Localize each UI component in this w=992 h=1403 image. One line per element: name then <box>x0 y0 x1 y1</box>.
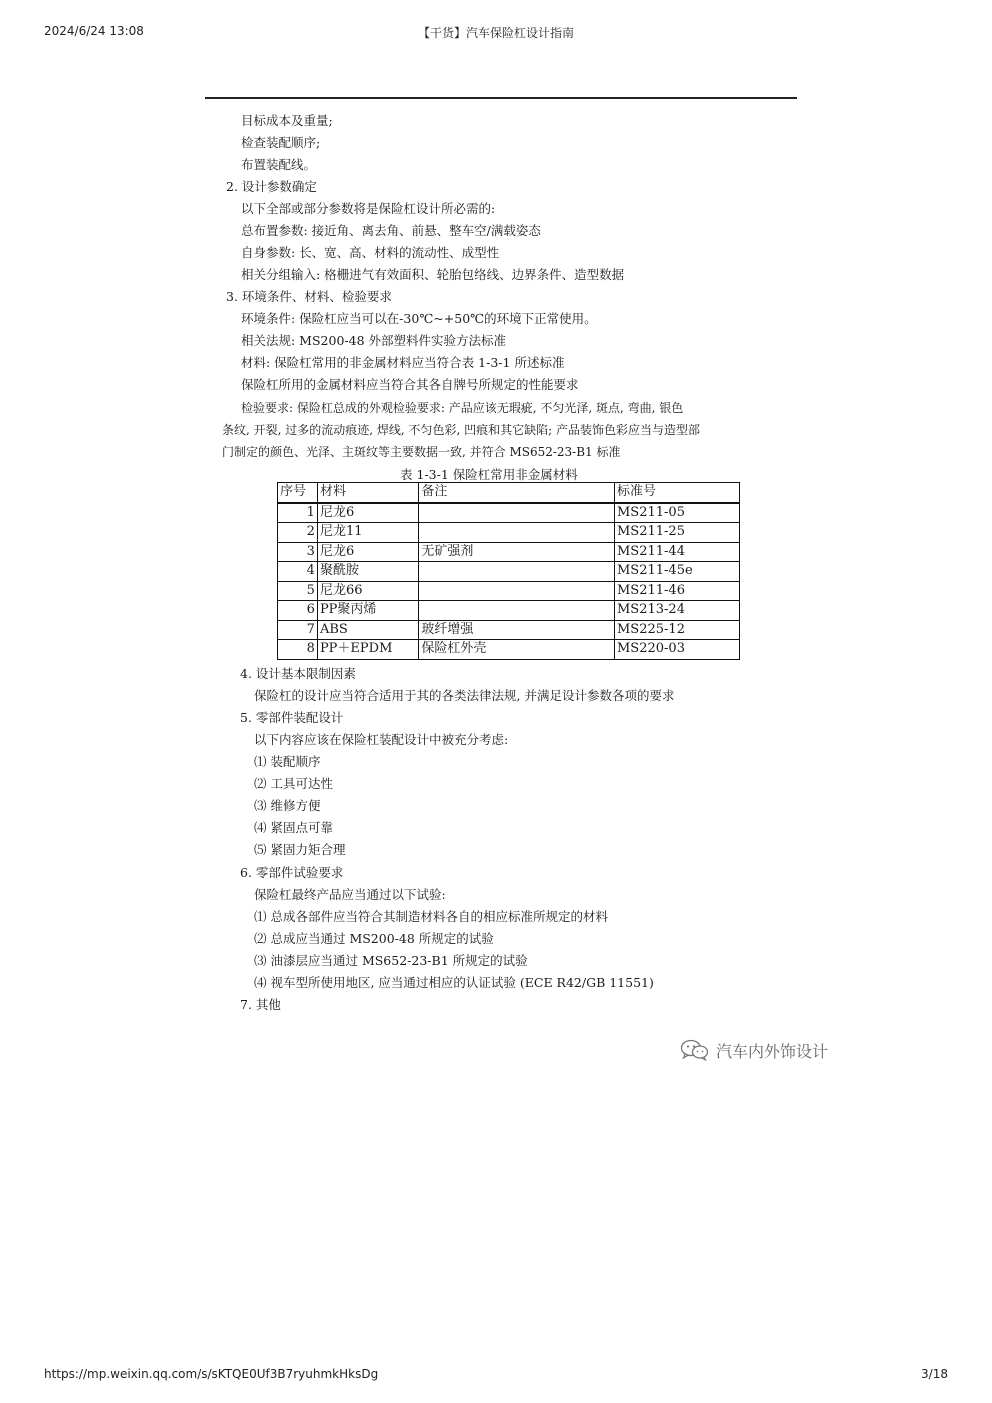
column-header: 材料 <box>317 483 418 503</box>
paragraph-line: 相关法规: MS200-48 外部塑料件实验方法标准 <box>241 333 507 348</box>
paragraph-line: 材料: 保险杠常用的非金属材料应当符合表 1-3-1 所述标准 <box>241 355 565 370</box>
paragraph-line: 自身参数: 长、宽、高、材料的流动性、成型性 <box>241 245 500 260</box>
cell-standard: MS225-12 <box>615 620 740 640</box>
cell-material: 尼龙66 <box>317 581 418 601</box>
cell-no: 5 <box>278 581 318 601</box>
materials-table <box>277 482 740 660</box>
cell-note: 保险杠外壳 <box>419 640 615 660</box>
section-heading: 7. 其他 <box>240 997 281 1012</box>
table-row <box>278 523 740 543</box>
cell-no: 7 <box>278 620 318 640</box>
list-item: ⑵ 总成应当通过 MS200-48 所规定的试验 <box>254 931 494 946</box>
cell-material: ABS <box>317 620 418 640</box>
cell-note <box>419 581 615 601</box>
cell-no: 8 <box>278 640 318 660</box>
column-header: 备注 <box>419 483 615 503</box>
page-number: 3/18 <box>921 1367 948 1381</box>
paragraph-line: 总布置参数: 接近角、离去角、前悬、整车空/满载姿态 <box>241 223 541 238</box>
cell-standard: MS220-03 <box>615 640 740 660</box>
section-heading: 6. 零部件试验要求 <box>240 865 344 880</box>
section-heading: 4. 设计基本限制因素 <box>240 666 356 681</box>
cell-no: 2 <box>278 523 318 543</box>
print-datetime: 2024/6/24 13:08 <box>44 24 144 38</box>
cell-note <box>419 503 615 523</box>
intro-item: 目标成本及重量; <box>241 113 333 128</box>
cell-note: 玻纤增强 <box>419 620 615 640</box>
cell-material: 尼龙11 <box>317 523 418 543</box>
cell-no: 6 <box>278 601 318 621</box>
cell-note <box>419 523 615 543</box>
intro-item: 布置装配线。 <box>241 157 317 172</box>
paragraph-line: 以下内容应该在保险杠装配设计中被充分考虑: <box>254 732 509 747</box>
list-item: ⑴ 总成各部件应当符合其制造材料各自的相应标准所规定的材料 <box>254 909 608 924</box>
table-row <box>278 601 740 621</box>
paragraph-line: 相关分组输入: 格栅进气有效面积、轮胎包络线、边界条件、造型数据 <box>241 267 625 282</box>
watermark <box>680 1038 828 1062</box>
cell-note <box>419 562 615 582</box>
list-item: ⑵ 工具可达性 <box>254 776 333 791</box>
table-row <box>278 620 740 640</box>
cell-standard: MS211-25 <box>615 523 740 543</box>
section-heading: 2. 设计参数确定 <box>226 179 317 194</box>
paragraph-line: 门制定的颜色、光泽、主斑纹等主要数据一致, 并符合 MS652-23-B1 标准 <box>222 445 621 459</box>
table-row <box>278 542 740 562</box>
paragraph-line: 检验要求: 保险杠总成的外观检验要求: 产品应该无瑕疵, 不匀光泽, 斑点, 弯曲, 银色 <box>241 401 684 415</box>
list-item: ⑶ 维修方便 <box>254 798 321 813</box>
table-row <box>278 562 740 582</box>
cell-standard: MS211-05 <box>615 503 740 523</box>
cell-material: PP＋EPDM <box>317 640 418 660</box>
cell-note <box>419 601 615 621</box>
intro-item: 检查装配顺序; <box>241 135 321 150</box>
table-row <box>278 581 740 601</box>
cell-standard: MS211-46 <box>615 581 740 601</box>
column-header: 序号 <box>278 483 318 503</box>
cell-material: 聚酰胺 <box>317 562 418 582</box>
wechat-icon <box>680 1039 710 1061</box>
list-item: ⑶ 油漆层应当通过 MS652-23-B1 所规定的试验 <box>254 953 528 968</box>
page-url: https://mp.weixin.qq.com/s/sKTQE0Uf3B7ryuhmkHksDg <box>44 1367 379 1381</box>
watermark-text: 汽车内外饰设计 <box>716 1041 829 1061</box>
paragraph-line: 保险杠所用的金属材料应当符合其各自牌号所规定的性能要求 <box>241 377 579 392</box>
paragraph-line: 环境条件: 保险杠应当可以在-30℃~+50℃的环境下正常使用。 <box>241 311 597 326</box>
cell-no: 4 <box>278 562 318 582</box>
cell-note: 无矿强剂 <box>419 542 615 562</box>
table-caption: 表 1-3-1 保险杠常用非金属材料 <box>400 467 578 482</box>
list-item: ⑴ 装配顺序 <box>254 754 321 769</box>
cell-no: 1 <box>278 503 318 523</box>
cell-material: 尼龙6 <box>317 542 418 562</box>
top-rule <box>205 97 797 99</box>
cell-material: 尼龙6 <box>317 503 418 523</box>
paragraph-line: 以下全部或部分参数将是保险杠设计所必需的: <box>241 201 496 216</box>
table-row <box>278 640 740 660</box>
table-header-row <box>278 483 740 503</box>
list-item: ⑷ 紧固点可靠 <box>254 820 333 835</box>
section-heading: 3. 环境条件、材料、检验要求 <box>226 289 392 304</box>
paragraph-line: 条纹, 开裂, 过多的流动痕迹, 焊线, 不匀色彩, 凹痕和其它缺陷; 产品装饰色彩应当与造型部 <box>222 423 701 437</box>
paragraph-line: 保险杠最终产品应当通过以下试验: <box>254 887 446 902</box>
cell-no: 3 <box>278 542 318 562</box>
list-item: ⑸ 紧固力矩合理 <box>254 842 346 857</box>
section-heading: 5. 零部件装配设计 <box>240 710 344 725</box>
table-row <box>278 503 740 523</box>
cell-standard: MS211-44 <box>615 542 740 562</box>
list-item: ⑷ 视车型所使用地区, 应当通过相应的认证试验 (ECE R42/GB 11551) <box>254 975 654 990</box>
paragraph-line: 保险杠的设计应当符合适用于其的各类法律法规, 并满足设计参数各项的要求 <box>254 688 675 703</box>
cell-standard: MS213-24 <box>615 601 740 621</box>
page-title: 【干货】汽车保险杠设计指南 <box>417 26 574 40</box>
cell-standard: MS211-45e <box>615 562 740 582</box>
column-header: 标准号 <box>615 483 740 503</box>
cell-material: PP聚丙烯 <box>317 601 418 621</box>
